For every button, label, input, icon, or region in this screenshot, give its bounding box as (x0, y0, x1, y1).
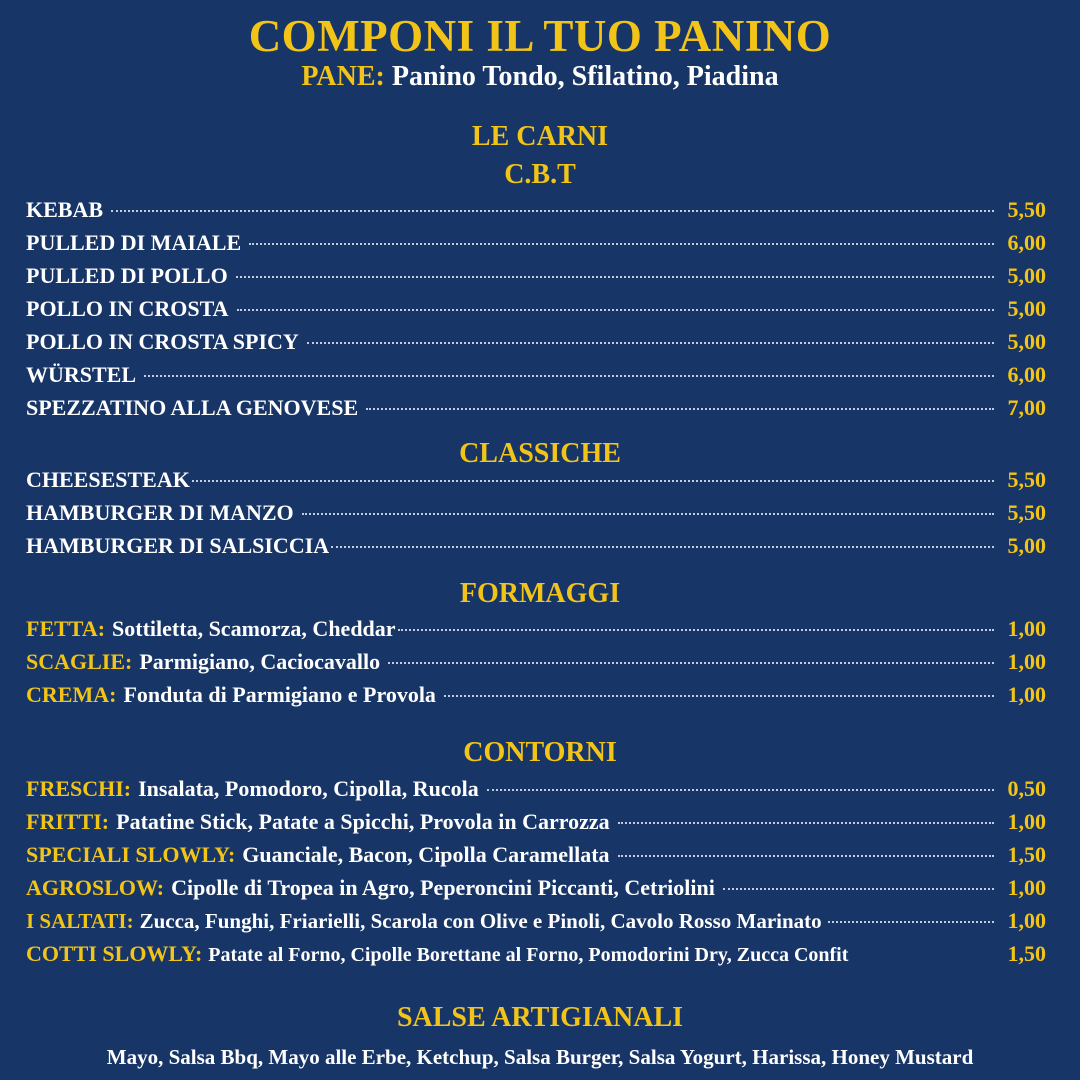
item-desc: Guanciale, Bacon, Cipolla Caramellata (242, 842, 610, 867)
item-price: 5,00 (1007, 329, 1046, 354)
menu-item-fritti (26, 805, 1046, 838)
menu-item-agroslow (26, 871, 1046, 904)
item-desc: Cipolle di Tropea in Agro, Peperoncini Piccanti, Cetriolini (171, 875, 715, 900)
item-label: SCAGLIE: (26, 649, 133, 674)
section-title-classiche: CLASSICHE (459, 438, 621, 469)
item-label: CREMA: (26, 682, 117, 707)
item-name: SPEZZATINO ALLA GENOVESE (26, 395, 359, 420)
item-price: 1,00 (1007, 649, 1046, 674)
item-label: FETTA: (26, 616, 106, 641)
item-price: 7,00 (1007, 395, 1046, 420)
item-name: KEBAB (26, 197, 104, 222)
menu-item-pulled-maiale (26, 226, 1046, 259)
menu-item-spezzatino (26, 391, 1046, 424)
menu-item-kebab (26, 193, 1046, 226)
bread-label: PANE: (301, 61, 385, 92)
item-name: PULLED DI POLLO (26, 263, 228, 288)
leader-dots (366, 408, 994, 410)
item-price: 5,00 (1007, 263, 1046, 288)
item-price: 1,00 (1007, 809, 1046, 834)
item-desc: Sottiletta, Scamorza, Cheddar (112, 616, 396, 641)
leader-dots (302, 513, 994, 515)
leader-dots (487, 789, 994, 791)
item-desc: Zucca, Funghi, Friarielli, Scarola con Olive e Pinoli, Cavolo Rosso Marinato (139, 909, 822, 933)
item-price: 1,00 (1007, 908, 1046, 933)
item-label: AGROSLOW: (26, 875, 165, 900)
menu-item-speciali-slowly (26, 838, 1046, 871)
menu-item-cotti-slowly (26, 937, 1046, 970)
leader-dots (331, 546, 994, 548)
leader-dots (192, 480, 994, 482)
leader-dots (144, 375, 994, 377)
leader-dots (249, 243, 994, 245)
item-desc: Insalata, Pomodoro, Cipolla, Rucola (138, 776, 479, 801)
section-subtitle-cbt: C.B.T (504, 159, 576, 190)
item-desc: Patate al Forno, Cipolle Borettane al Forno, Pomodorini Dry, Zucca Confit (208, 944, 849, 966)
item-label: COTTI SLOWLY: (26, 941, 203, 966)
menu-item-i-saltati (26, 904, 1046, 937)
leader-dots (307, 342, 994, 344)
leader-dots (618, 855, 994, 857)
leader-dots (828, 921, 994, 923)
item-label: FRESCHI: (26, 776, 132, 801)
item-price: 5,00 (1007, 296, 1046, 321)
item-price: 5,50 (1007, 197, 1046, 222)
item-price: 5,50 (1007, 467, 1046, 492)
item-price: 6,00 (1007, 362, 1046, 387)
menu-item-scaglie (26, 645, 1046, 678)
bread-line (0, 57, 1080, 97)
item-desc: Parmigiano, Caciocavallo (139, 649, 381, 674)
leader-dots (723, 888, 994, 890)
item-price: 1,00 (1007, 616, 1046, 641)
menu-item-pollo-crosta-spicy (26, 325, 1046, 358)
menu-title: COMPONI IL TUO PANINO (248, 11, 832, 61)
section-title-contorni: CONTORNI (463, 737, 617, 768)
menu-item-pollo-crosta (26, 292, 1046, 325)
item-name: HAMBURGER DI MANZO (26, 500, 294, 525)
item-name: PULLED DI MAIALE (26, 230, 242, 255)
leader-dots (444, 695, 994, 697)
menu-item-freschi (26, 772, 1046, 805)
item-price: 1,50 (1007, 842, 1046, 867)
item-name: WÜRSTEL (26, 362, 137, 387)
menu-item-cheesesteak (26, 463, 1046, 496)
item-price: 5,00 (1007, 533, 1046, 558)
item-name: CHEESESTEAK (26, 467, 190, 492)
menu-item-crema (26, 678, 1046, 711)
item-name: HAMBURGER DI SALSICCIA (26, 533, 330, 558)
menu-item-hamburger-manzo (26, 496, 1046, 529)
leader-dots (388, 662, 994, 664)
menu-item-fetta (26, 612, 1046, 645)
item-price: 1,00 (1007, 875, 1046, 900)
leader-dots (237, 309, 994, 311)
menu-item-hamburger-salsiccia (26, 529, 1046, 562)
item-price: 6,00 (1007, 230, 1046, 255)
leader-dots (236, 276, 994, 278)
leader-dots (111, 210, 994, 212)
item-name: POLLO IN CROSTA SPICY (26, 329, 299, 354)
menu-item-wurstel (26, 358, 1046, 391)
bread-options: Panino Tondo, Sfilatino, Piadina (391, 61, 779, 92)
section-title-salse: SALSE ARTIGIANALI (396, 1002, 684, 1033)
item-label: FRITTI: (26, 809, 110, 834)
item-label: I SALTATI: (26, 909, 134, 933)
menu-item-pulled-pollo (26, 259, 1046, 292)
sauces-list: Mayo, Salsa Bbq, Mayo alle Erbe, Ketchup, Salsa Burger, Salsa Yogurt, Harissa, Honey Mustard (106, 1045, 974, 1069)
item-price: 1,50 (1007, 941, 1046, 966)
item-price: 0,50 (1007, 776, 1046, 801)
section-title-formaggi: FORMAGGI (459, 578, 621, 609)
section-title-carni: LE CARNI (471, 121, 609, 152)
leader-dots (398, 629, 994, 631)
item-price: 5,50 (1007, 500, 1046, 525)
item-name: POLLO IN CROSTA (26, 296, 229, 321)
item-desc: Fonduta di Parmigiano e Provola (123, 682, 436, 707)
leader-dots (618, 822, 994, 824)
item-label: SPECIALI SLOWLY: (26, 842, 236, 867)
item-price: 1,00 (1007, 682, 1046, 707)
item-desc: Patatine Stick, Patate a Spicchi, Provola in Carrozza (116, 809, 610, 834)
